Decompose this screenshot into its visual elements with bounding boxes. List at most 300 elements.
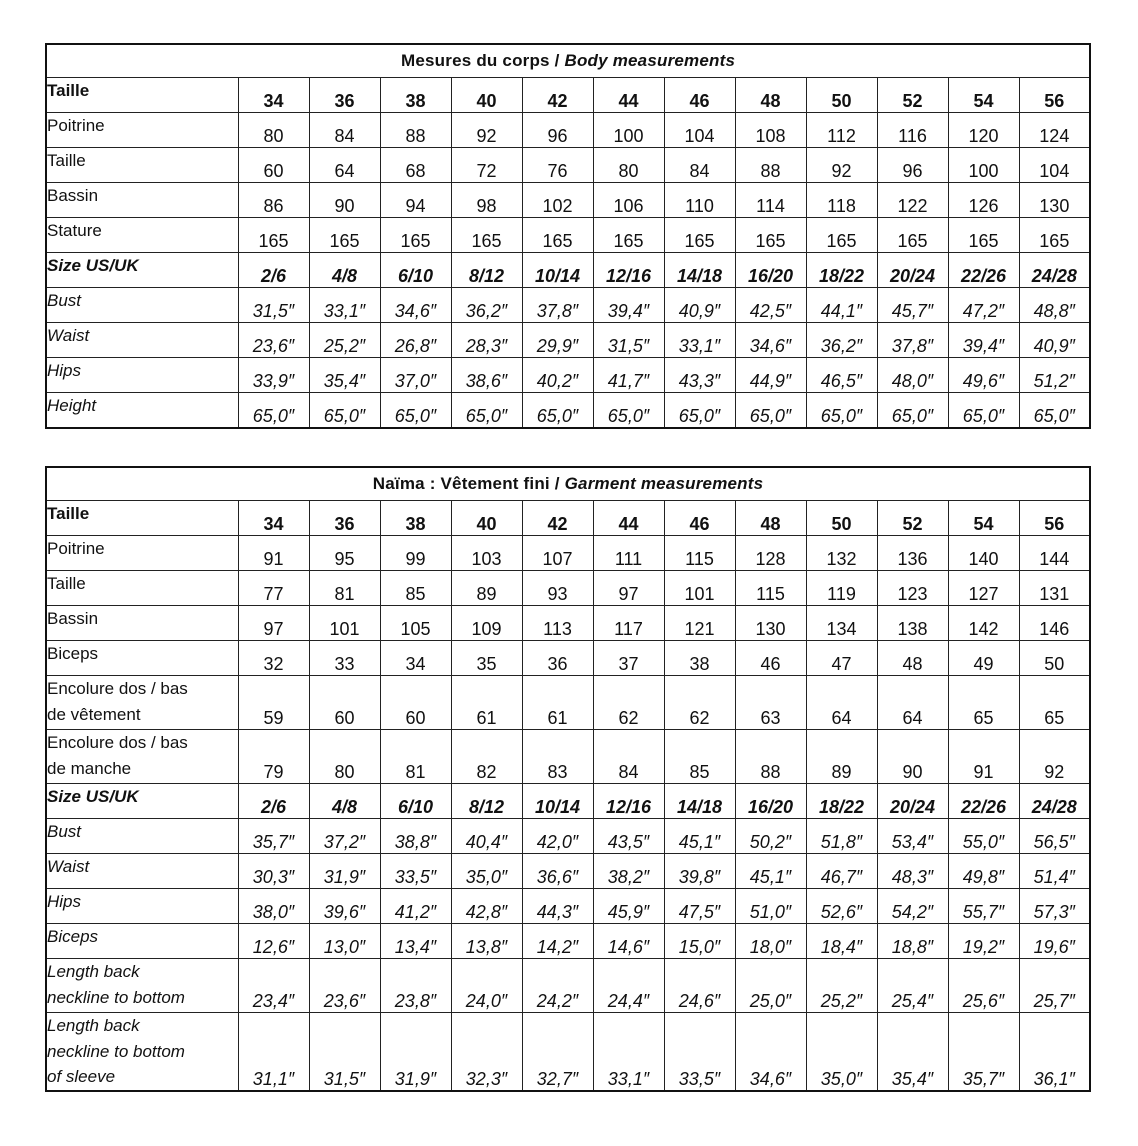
value-cell: 42: [522, 78, 593, 113]
value-cell: 85: [380, 571, 451, 606]
value-cell: 20/24: [877, 784, 948, 819]
value-cell: 93: [522, 571, 593, 606]
value-cell: 165: [593, 218, 664, 253]
value-cell: 127: [948, 571, 1019, 606]
value-cell: 104: [664, 113, 735, 148]
value-cell: 12/16: [593, 253, 664, 288]
value-cell: 51,4″: [1019, 854, 1090, 889]
value-cell: 52,6″: [806, 889, 877, 924]
row-label: Bust: [46, 288, 238, 323]
value-cell: 65,0″: [593, 393, 664, 428]
value-cell: 45,1″: [664, 819, 735, 854]
value-cell: 31,9″: [309, 854, 380, 889]
row-label-line: Encolure dos / bas: [47, 733, 188, 752]
value-cell: 18/22: [806, 253, 877, 288]
value-cell: 32: [238, 641, 309, 676]
table-row: [46, 501, 1090, 536]
value-cell: 25,0″: [735, 959, 806, 1013]
value-cell: 130: [1019, 183, 1090, 218]
value-cell: 18,0″: [735, 924, 806, 959]
value-cell: 84: [309, 113, 380, 148]
value-cell: 40: [451, 78, 522, 113]
row-label: Hips: [46, 889, 238, 924]
value-cell: 46: [735, 641, 806, 676]
value-cell: 35,7″: [238, 819, 309, 854]
row-label: Taille: [46, 571, 238, 606]
value-cell: 48: [735, 78, 806, 113]
value-cell: 23,6″: [238, 323, 309, 358]
value-cell: 35,4″: [309, 358, 380, 393]
value-cell: 13,8″: [451, 924, 522, 959]
value-cell: 48,3″: [877, 854, 948, 889]
value-cell: 33,1″: [309, 288, 380, 323]
value-cell: 34,6″: [735, 323, 806, 358]
value-cell: 65,0″: [877, 393, 948, 428]
value-cell: 36: [309, 501, 380, 536]
value-cell: 122: [877, 183, 948, 218]
value-cell: 44,1″: [806, 288, 877, 323]
value-cell: 32,7″: [522, 1013, 593, 1091]
value-cell: 36,1″: [1019, 1013, 1090, 1091]
value-cell: 41,2″: [380, 889, 451, 924]
value-cell: 33,5″: [664, 1013, 735, 1091]
value-cell: 38: [380, 78, 451, 113]
value-cell: 84: [593, 730, 664, 784]
value-cell: 40,9″: [1019, 323, 1090, 358]
title-fr: Mesures du corps /: [401, 51, 565, 70]
value-cell: 38: [380, 501, 451, 536]
value-cell: 49,8″: [948, 854, 1019, 889]
value-cell: 56: [1019, 78, 1090, 113]
value-cell: 60: [380, 676, 451, 730]
value-cell: 97: [238, 606, 309, 641]
value-cell: 144: [1019, 536, 1090, 571]
row-label: Size US/UK: [46, 784, 238, 819]
value-cell: 101: [664, 571, 735, 606]
row-label: Taille: [46, 501, 238, 536]
row-label: [46, 676, 238, 730]
value-cell: 61: [451, 676, 522, 730]
row-label: Taille: [46, 148, 238, 183]
value-cell: 79: [238, 730, 309, 784]
value-cell: 131: [1019, 571, 1090, 606]
row-label: Hips: [46, 358, 238, 393]
value-cell: 62: [593, 676, 664, 730]
value-cell: 118: [806, 183, 877, 218]
table-title: [46, 44, 1090, 78]
table-row: [46, 183, 1090, 218]
value-cell: 101: [309, 606, 380, 641]
value-cell: 109: [451, 606, 522, 641]
value-cell: 165: [948, 218, 1019, 253]
value-cell: 50: [806, 501, 877, 536]
value-cell: 76: [522, 148, 593, 183]
table-row: [46, 78, 1090, 113]
value-cell: 38,0″: [238, 889, 309, 924]
value-cell: 55,7″: [948, 889, 1019, 924]
value-cell: 40,9″: [664, 288, 735, 323]
value-cell: 97: [593, 571, 664, 606]
value-cell: 51,2″: [1019, 358, 1090, 393]
value-cell: 24,6″: [664, 959, 735, 1013]
value-cell: 80: [593, 148, 664, 183]
value-cell: 64: [309, 148, 380, 183]
table-row: [46, 1013, 1090, 1091]
value-cell: 51,8″: [806, 819, 877, 854]
value-cell: 29,9″: [522, 323, 593, 358]
value-cell: 38,6″: [451, 358, 522, 393]
value-cell: 146: [1019, 606, 1090, 641]
row-label-line: neckline to bottom: [47, 1041, 185, 1061]
value-cell: 84: [664, 148, 735, 183]
value-cell: 117: [593, 606, 664, 641]
value-cell: 46,5″: [806, 358, 877, 393]
table-row: [46, 148, 1090, 183]
value-cell: 22/26: [948, 253, 1019, 288]
value-cell: 6/10: [380, 253, 451, 288]
value-cell: 105: [380, 606, 451, 641]
row-label: [46, 1013, 238, 1091]
value-cell: 25,6″: [948, 959, 1019, 1013]
table-row: [46, 323, 1090, 358]
value-cell: 39,4″: [593, 288, 664, 323]
value-cell: 24,0″: [451, 959, 522, 1013]
value-cell: 98: [451, 183, 522, 218]
value-cell: 34,6″: [735, 1013, 806, 1091]
table-row: [46, 288, 1090, 323]
value-cell: 47,5″: [664, 889, 735, 924]
value-cell: 68: [380, 148, 451, 183]
value-cell: 165: [451, 218, 522, 253]
row-label-line: de vêtement: [47, 704, 141, 724]
value-cell: 115: [664, 536, 735, 571]
row-label: Size US/UK: [46, 253, 238, 288]
value-cell: 6/10: [380, 784, 451, 819]
table-row: [46, 641, 1090, 676]
value-cell: 106: [593, 183, 664, 218]
value-cell: 16/20: [735, 784, 806, 819]
title-en: Body measurements: [564, 51, 736, 70]
value-cell: 107: [522, 536, 593, 571]
value-cell: 100: [948, 148, 1019, 183]
row-label: Waist: [46, 323, 238, 358]
value-cell: 10/14: [522, 253, 593, 288]
value-cell: 132: [806, 536, 877, 571]
value-cell: 39,8″: [664, 854, 735, 889]
value-cell: 86: [238, 183, 309, 218]
value-cell: 126: [948, 183, 1019, 218]
value-cell: 165: [806, 218, 877, 253]
table-row: [46, 536, 1090, 571]
value-cell: 52: [877, 78, 948, 113]
row-label: Stature: [46, 218, 238, 253]
value-cell: 91: [238, 536, 309, 571]
value-cell: 33: [309, 641, 380, 676]
value-cell: 115: [735, 571, 806, 606]
value-cell: 13,4″: [380, 924, 451, 959]
table-row: [46, 113, 1090, 148]
value-cell: 45,7″: [877, 288, 948, 323]
value-cell: 65,0″: [664, 393, 735, 428]
value-cell: 38,8″: [380, 819, 451, 854]
row-label: Poitrine: [46, 113, 238, 148]
value-cell: 103: [451, 536, 522, 571]
value-cell: 40: [451, 501, 522, 536]
value-cell: 100: [593, 113, 664, 148]
value-cell: 16/20: [735, 253, 806, 288]
value-cell: 64: [806, 676, 877, 730]
value-cell: 13,0″: [309, 924, 380, 959]
row-label-line: neckline to bottom: [47, 987, 185, 1007]
value-cell: 56,5″: [1019, 819, 1090, 854]
value-cell: 14,2″: [522, 924, 593, 959]
row-label: [46, 730, 238, 784]
value-cell: 65: [948, 676, 1019, 730]
value-cell: 65,0″: [451, 393, 522, 428]
table-row: [46, 854, 1090, 889]
garment-measurements-table: [45, 466, 1091, 1092]
value-cell: 91: [948, 730, 1019, 784]
value-cell: 15,0″: [664, 924, 735, 959]
value-cell: 90: [309, 183, 380, 218]
value-cell: 123: [877, 571, 948, 606]
table-row: [46, 393, 1090, 428]
value-cell: 165: [522, 218, 593, 253]
value-cell: 65,0″: [735, 393, 806, 428]
value-cell: 24/28: [1019, 784, 1090, 819]
table-row: [46, 784, 1090, 819]
value-cell: 55,0″: [948, 819, 1019, 854]
table-row: [46, 924, 1090, 959]
value-cell: 8/12: [451, 253, 522, 288]
value-cell: 82: [451, 730, 522, 784]
table-row: [46, 571, 1090, 606]
row-label: Bust: [46, 819, 238, 854]
value-cell: 165: [877, 218, 948, 253]
body-measurements-table: [45, 43, 1091, 429]
row-label: [46, 959, 238, 1013]
value-cell: 54: [948, 78, 1019, 113]
value-cell: 36,6″: [522, 854, 593, 889]
table-title: [46, 467, 1090, 501]
value-cell: 42,5″: [735, 288, 806, 323]
value-cell: 72: [451, 148, 522, 183]
value-cell: 43,3″: [664, 358, 735, 393]
value-cell: 136: [877, 536, 948, 571]
value-cell: 39,6″: [309, 889, 380, 924]
value-cell: 60: [238, 148, 309, 183]
row-label: Waist: [46, 854, 238, 889]
value-cell: 65,0″: [1019, 393, 1090, 428]
row-label: Bassin: [46, 183, 238, 218]
value-cell: 33,1″: [664, 323, 735, 358]
value-cell: 37,8″: [522, 288, 593, 323]
row-label-line: Length back: [47, 1016, 140, 1035]
value-cell: 140: [948, 536, 1019, 571]
row-label: Height: [46, 393, 238, 428]
value-cell: 65: [1019, 676, 1090, 730]
value-cell: 50,2″: [735, 819, 806, 854]
value-cell: 36,2″: [806, 323, 877, 358]
value-cell: 104: [1019, 148, 1090, 183]
value-cell: 165: [238, 218, 309, 253]
value-cell: 35,7″: [948, 1013, 1019, 1091]
row-label: Biceps: [46, 924, 238, 959]
value-cell: 89: [451, 571, 522, 606]
value-cell: 47,2″: [948, 288, 1019, 323]
value-cell: 53,4″: [877, 819, 948, 854]
value-cell: 119: [806, 571, 877, 606]
value-cell: 25,7″: [1019, 959, 1090, 1013]
value-cell: 65,0″: [238, 393, 309, 428]
value-cell: 80: [238, 113, 309, 148]
value-cell: 44,9″: [735, 358, 806, 393]
value-cell: 36: [309, 78, 380, 113]
value-cell: 12,6″: [238, 924, 309, 959]
value-cell: 165: [664, 218, 735, 253]
value-cell: 36: [522, 641, 593, 676]
value-cell: 38,2″: [593, 854, 664, 889]
row-label: Biceps: [46, 641, 238, 676]
value-cell: 4/8: [309, 253, 380, 288]
value-cell: 81: [380, 730, 451, 784]
value-cell: 96: [877, 148, 948, 183]
value-cell: 19,2″: [948, 924, 1019, 959]
value-cell: 88: [380, 113, 451, 148]
value-cell: 54: [948, 501, 1019, 536]
value-cell: 37,2″: [309, 819, 380, 854]
value-cell: 18/22: [806, 784, 877, 819]
value-cell: 35,0″: [806, 1013, 877, 1091]
table-row: [46, 253, 1090, 288]
value-cell: 42,8″: [451, 889, 522, 924]
value-cell: 14/18: [664, 784, 735, 819]
value-cell: 49,6″: [948, 358, 1019, 393]
value-cell: 24,2″: [522, 959, 593, 1013]
value-cell: 22/26: [948, 784, 1019, 819]
value-cell: 61: [522, 676, 593, 730]
value-cell: 102: [522, 183, 593, 218]
value-cell: 89: [806, 730, 877, 784]
value-cell: 57,3″: [1019, 889, 1090, 924]
value-cell: 12/16: [593, 784, 664, 819]
value-cell: 42,0″: [522, 819, 593, 854]
row-label: Taille: [46, 78, 238, 113]
value-cell: 92: [806, 148, 877, 183]
value-cell: 59: [238, 676, 309, 730]
value-cell: 34,6″: [380, 288, 451, 323]
value-cell: 14,6″: [593, 924, 664, 959]
table-row: [46, 730, 1090, 784]
value-cell: 19,6″: [1019, 924, 1090, 959]
value-cell: 18,8″: [877, 924, 948, 959]
value-cell: 25,2″: [309, 323, 380, 358]
value-cell: 56: [1019, 501, 1090, 536]
value-cell: 110: [664, 183, 735, 218]
row-label: Bassin: [46, 606, 238, 641]
table-row: [46, 358, 1090, 393]
value-cell: 48: [735, 501, 806, 536]
value-cell: 65,0″: [522, 393, 593, 428]
value-cell: 24,4″: [593, 959, 664, 1013]
value-cell: 37: [593, 641, 664, 676]
value-cell: 50: [806, 78, 877, 113]
value-cell: 46,7″: [806, 854, 877, 889]
value-cell: 113: [522, 606, 593, 641]
value-cell: 47: [806, 641, 877, 676]
value-cell: 38: [664, 641, 735, 676]
value-cell: 30,3″: [238, 854, 309, 889]
row-label-line: de manche: [47, 758, 132, 778]
value-cell: 51,0″: [735, 889, 806, 924]
value-cell: 165: [1019, 218, 1090, 253]
value-cell: 35: [451, 641, 522, 676]
table-row: [46, 889, 1090, 924]
title-fr: Naïma : Vêtement fini /: [372, 474, 565, 493]
value-cell: 23,4″: [238, 959, 309, 1013]
value-cell: 95: [309, 536, 380, 571]
value-cell: 92: [451, 113, 522, 148]
value-cell: 121: [664, 606, 735, 641]
value-cell: 44,3″: [522, 889, 593, 924]
table-row: [46, 676, 1090, 730]
value-cell: 44: [593, 78, 664, 113]
value-cell: 41,7″: [593, 358, 664, 393]
table-row: [46, 606, 1090, 641]
value-cell: 34: [238, 501, 309, 536]
value-cell: 52: [877, 501, 948, 536]
table-row: [46, 959, 1090, 1013]
value-cell: 23,6″: [309, 959, 380, 1013]
value-cell: 48,0″: [877, 358, 948, 393]
value-cell: 8/12: [451, 784, 522, 819]
value-cell: 35,4″: [877, 1013, 948, 1091]
value-cell: 20/24: [877, 253, 948, 288]
value-cell: 4/8: [309, 784, 380, 819]
value-cell: 108: [735, 113, 806, 148]
table-row: [46, 218, 1090, 253]
value-cell: 134: [806, 606, 877, 641]
value-cell: 2/6: [238, 253, 309, 288]
table-row: [46, 819, 1090, 854]
value-cell: 35,0″: [451, 854, 522, 889]
value-cell: 31,5″: [309, 1013, 380, 1091]
row-label-line: Encolure dos / bas: [47, 679, 188, 698]
value-cell: 48: [877, 641, 948, 676]
value-cell: 46: [664, 78, 735, 113]
value-cell: 138: [877, 606, 948, 641]
value-cell: 28,3″: [451, 323, 522, 358]
value-cell: 111: [593, 536, 664, 571]
value-cell: 45,9″: [593, 889, 664, 924]
value-cell: 65,0″: [806, 393, 877, 428]
value-cell: 114: [735, 183, 806, 218]
value-cell: 18,4″: [806, 924, 877, 959]
value-cell: 94: [380, 183, 451, 218]
value-cell: 116: [877, 113, 948, 148]
value-cell: 37,0″: [380, 358, 451, 393]
value-cell: 40,2″: [522, 358, 593, 393]
value-cell: 124: [1019, 113, 1090, 148]
value-cell: 39,4″: [948, 323, 1019, 358]
value-cell: 65,0″: [309, 393, 380, 428]
value-cell: 65,0″: [380, 393, 451, 428]
title-en: Garment measurements: [564, 474, 764, 493]
value-cell: 34: [238, 78, 309, 113]
value-cell: 88: [735, 148, 806, 183]
value-cell: 165: [380, 218, 451, 253]
value-cell: 83: [522, 730, 593, 784]
